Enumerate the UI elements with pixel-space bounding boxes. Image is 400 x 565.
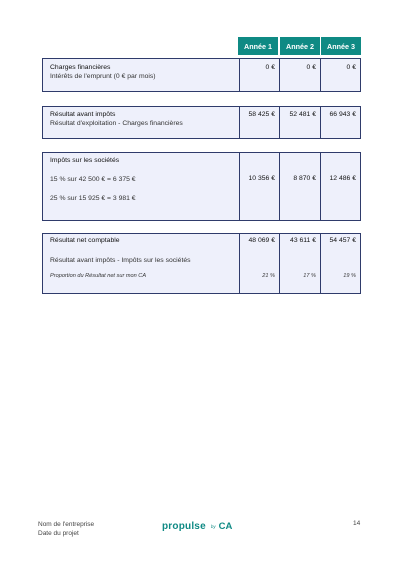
impots-societes-title: Impôts sur les sociétés [50,157,120,164]
footer-project-date: Date du projet [38,530,79,537]
resultat-avant-impots-year2-cell [280,107,321,138]
resultat-net-title: Résultat net comptable [50,237,120,244]
resultat-net-year1-percent: 21 % [262,273,275,279]
charges-financieres-title: Charges financières [50,64,111,71]
propulse-logo [162,521,232,532]
resultat-net-subtitle: Résultat avant impôts - Impôts sur les sociétés [50,257,191,264]
resultat-avant-impots-year2-value: 52 481 € [289,111,316,118]
charges-financieres-year1-value: 0 € [265,64,275,71]
charges-financieres-year2-value: 0 € [306,64,316,71]
charges-financieres-year2-cell [280,59,321,91]
footer-company-name: Nom de l'entreprise [38,521,95,528]
resultat-net-year2-percent: 17 % [303,273,316,279]
impots-societes-year3-value: 12 486 € [329,175,356,182]
impots-societes-year2-cell [280,153,321,220]
impots-societes-label-cell [43,153,240,220]
charges-financieres-block [42,58,361,92]
resultat-net-year3-percent: 19 % [343,273,356,279]
logo-wordmark: propulse [162,521,206,532]
impots-societes-year1-value: 10 356 € [248,175,275,182]
resultat-net-year3-cell [321,234,360,293]
resultat-net-year1-cell [239,234,280,293]
year-header-3: Année 3 [321,37,361,55]
logo-by-text: by [210,524,216,529]
resultat-net-block [42,233,361,294]
resultat-avant-impots-label-cell [43,107,240,138]
resultat-net-year2-value: 43 611 € [290,237,316,244]
resultat-avant-impots-title: Résultat avant impôts [50,111,116,118]
resultat-net-year3-value: 54 457 € [329,237,356,244]
charges-financieres-year1-cell [239,59,280,91]
resultat-net-year2-cell [280,234,321,293]
footer-info [38,520,94,538]
logo-ca-mark: CA [218,521,233,532]
resultat-avant-impots-year1-value: 58 425 € [248,111,275,118]
impots-societes-line2: 25 % sur 15 925 € = 3 981 € [50,195,136,202]
impots-societes-year2-value: 8 870 € [293,175,316,182]
resultat-net-year1-value: 48 069 € [248,237,275,244]
charges-financieres-subtitle: Intérêts de l'emprunt (0 € par mois) [50,73,156,80]
resultat-avant-impots-subtitle: Résultat d'exploitation - Charges financières [50,120,183,127]
resultat-avant-impots-block [42,106,361,139]
year-header-2: Année 2 [280,37,320,55]
charges-financieres-year3-value: 0 € [346,64,356,71]
resultat-net-label-cell [43,234,240,293]
impots-societes-year3-cell [321,153,360,220]
impots-societes-year1-cell [239,153,280,220]
charges-financieres-year3-cell [321,59,360,91]
impots-societes-block [42,152,361,221]
year-header-1: Année 1 [238,37,278,55]
impots-societes-line1: 15 % sur 42 500 € = 6 375 € [50,176,136,183]
charges-financieres-label-cell [43,59,240,91]
resultat-avant-impots-year3-value: 66 943 € [329,111,356,118]
resultat-avant-impots-year1-cell [239,107,280,138]
page-number: 14 [353,520,361,527]
resultat-net-note: Proportion du Résultat net sur mon CA [50,273,147,279]
resultat-avant-impots-year3-cell [321,107,360,138]
